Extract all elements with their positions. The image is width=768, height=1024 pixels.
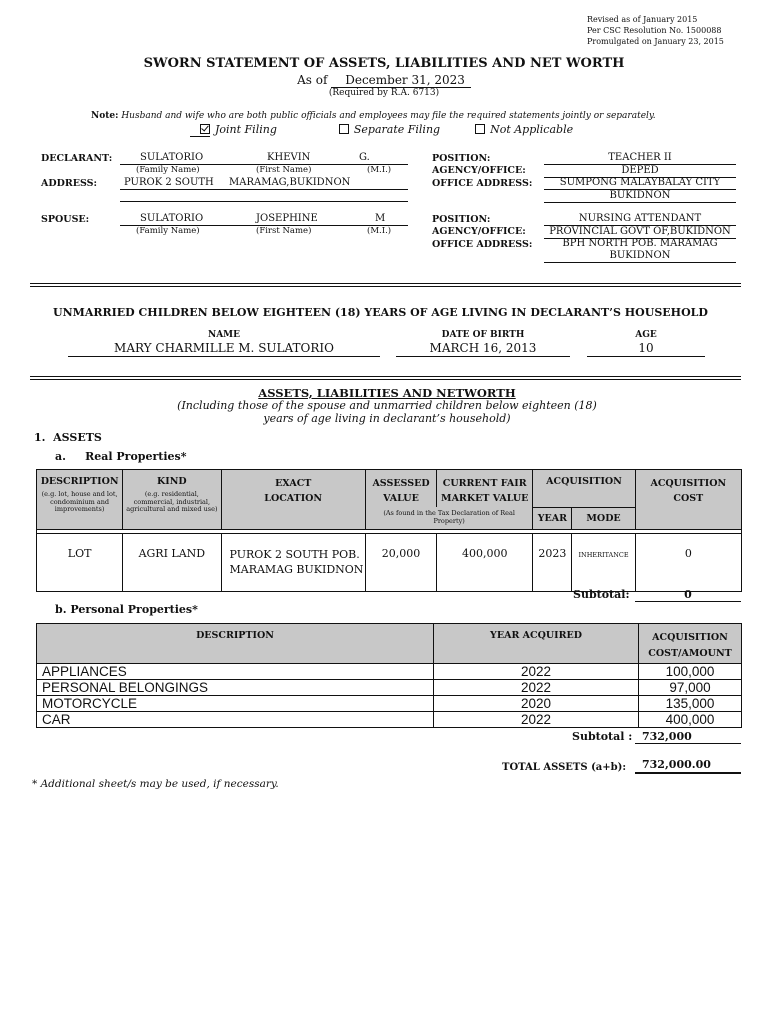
- address-label: ADDRESS:: [41, 178, 98, 189]
- not-applicable-option[interactable]: [475, 123, 573, 136]
- personal-year: 2022: [434, 712, 639, 728]
- personal-year: 2022: [434, 680, 639, 696]
- spouse-office1: BPH NORTH POB. MARAMAG: [562, 238, 718, 249]
- not-applicable-label: Not Applicable: [490, 123, 574, 136]
- as-of-date: December 31, 2023: [331, 73, 471, 88]
- note-label: Note:: [91, 111, 119, 121]
- personal-subtotal: 732,000: [635, 730, 741, 744]
- personal-header-description: DESCRIPTION: [37, 624, 434, 664]
- total-assets-label: TOTAL ASSETS (a+b):: [502, 762, 627, 773]
- personal-header-year: YEAR ACQUIRED: [434, 624, 639, 664]
- child-age-header: AGE: [635, 330, 657, 340]
- header-location-line2: LOCATION: [264, 493, 323, 504]
- promulgated-line: Promulgated on January 23, 2015: [587, 37, 724, 46]
- header-assessed-line2: VALUE: [383, 493, 419, 504]
- real-kind: AGRI LAND: [123, 533, 221, 591]
- declarant-label: DECLARANT:: [41, 153, 113, 164]
- header-fair-line1: CURRENT FAIR: [442, 478, 527, 489]
- mi-caption: (M.I.): [367, 165, 392, 175]
- spouse-office-line: [544, 262, 736, 263]
- as-of-line: [0, 73, 768, 88]
- personal-cost: 135,000: [639, 696, 742, 712]
- children-heading: UNMARRIED CHILDREN BELOW EIGHTEEN (18) YEARS OF AGE LIVING IN DECLARANT’S HOUSEHOLD: [53, 306, 708, 319]
- personal-year: 2020: [434, 696, 639, 712]
- spouse-position-label: POSITION:: [432, 214, 491, 225]
- spouse-label: SPOUSE:: [41, 214, 90, 225]
- spouse-first-name: JOSEPHINE: [256, 213, 318, 224]
- header-kind-sub: (e.g. residential, commercial, industrial, agricultural and mixed use): [126, 490, 218, 513]
- spouse-office2: BUKIDNON: [609, 250, 671, 261]
- declarant-family-name: SULATORIO: [140, 152, 204, 163]
- spouse-office-label: OFFICE ADDRESS:: [432, 239, 533, 250]
- real-subtotal: 0: [635, 588, 741, 602]
- personal-header-cost-line2: COST/AMOUNT: [648, 648, 732, 659]
- header-tax-note: [365, 507, 532, 529]
- note-text: Husband and wife who are both public officials and employees may file the required statements jointly or separately.: [121, 111, 656, 121]
- note: [91, 111, 656, 121]
- header-fair-value: [437, 470, 533, 508]
- child-name: MARY CHARMILLE M. SULATORIO: [114, 341, 334, 355]
- header-mode: MODE: [572, 507, 635, 529]
- total-assets: 732,000.00: [635, 758, 741, 774]
- assets-subheading-2: years of age living in declarant’s household): [263, 412, 511, 425]
- personal-desc: PERSONAL BELONGINGS: [37, 680, 434, 696]
- declarant-position: TEACHER II: [608, 152, 672, 163]
- header-assessed: [365, 470, 436, 508]
- personal-year: 2022: [434, 664, 639, 680]
- filing-options: [200, 123, 573, 136]
- real-desc: LOT: [37, 533, 123, 591]
- header-assessed-line1: ASSESSED: [372, 478, 430, 489]
- revision-line: Revised as of January 2015: [587, 15, 698, 24]
- table-row: [37, 533, 742, 591]
- spouse-agency-label: AGENCY/OFFICE:: [432, 226, 526, 237]
- footnote: * Additional sheet/s may be used, if necessary.: [32, 778, 279, 790]
- checkbox-icon[interactable]: [475, 124, 485, 134]
- child-age-line: [587, 356, 705, 357]
- address-line-2: [120, 201, 408, 202]
- real-assessed: 20,000: [365, 533, 436, 591]
- page-title: SWORN STATEMENT OF ASSETS, LIABILITIES AND NET WORTH: [143, 56, 625, 71]
- real-mode: INHERITANCE: [572, 533, 635, 591]
- declarant-office2: BUKIDNON: [609, 190, 671, 201]
- declarant-first-name: KHEVIN: [267, 152, 311, 163]
- real-properties-label: a. Real Properties*: [55, 450, 187, 463]
- resolution-line: Per CSC Resolution No. 1500088: [587, 26, 722, 35]
- real-properties-table: [36, 469, 742, 592]
- header-year: YEAR: [533, 507, 572, 529]
- revision-note: [587, 14, 724, 47]
- table-row: [37, 696, 742, 712]
- assets-subheading-1: (Including those of the spouse and unmarried children below eighteen (18): [177, 399, 597, 412]
- child-age: 10: [638, 341, 654, 355]
- header-cost-line2: COST: [673, 493, 704, 504]
- real-fair-value: 400,000: [437, 533, 533, 591]
- separate-filing-option[interactable]: [339, 123, 440, 136]
- header-location: [221, 470, 365, 530]
- header-acquisition: ACQUISITION: [533, 470, 635, 508]
- personal-desc: CAR: [37, 712, 434, 728]
- spouse-family-name: SULATORIO: [140, 213, 204, 224]
- header-fair-line2: MARKET VALUE: [441, 493, 529, 504]
- declarant-office1: SUMPONG MALAYBALAY CITY: [559, 177, 721, 188]
- real-cost: 0: [635, 533, 741, 591]
- spouse-position: NURSING ATTENDANT: [578, 213, 702, 224]
- real-subtotal-label: Subtotal:: [573, 588, 630, 601]
- office-address-label: OFFICE ADDRESS:: [432, 178, 533, 189]
- header-kind: [123, 470, 221, 530]
- personal-cost: 100,000: [639, 664, 742, 680]
- header-description-label: DESCRIPTION: [40, 476, 119, 487]
- header-location-line1: EXACT: [275, 478, 312, 489]
- agency-label: AGENCY/OFFICE:: [432, 165, 526, 176]
- header-acq-cost: [635, 470, 741, 530]
- personal-desc: MOTORCYCLE: [37, 696, 434, 712]
- family-name-caption: (Family Name): [136, 226, 200, 236]
- personal-properties-label: b. Personal Properties*: [55, 603, 198, 616]
- section-divider: [30, 283, 741, 287]
- header-description-sub: (e.g. lot, house and lot, condominium and improvements): [41, 490, 118, 513]
- real-location-line1: PUROK 2 SOUTH POB.: [229, 547, 360, 561]
- joint-filing-option[interactable]: [200, 123, 277, 136]
- required-note: (Required by R.A. 6713): [328, 88, 440, 98]
- real-location-line2: MARAMAG BUKIDNON: [229, 562, 364, 576]
- section-divider: [30, 376, 741, 380]
- joint-filing-label: Joint Filing: [215, 123, 277, 136]
- child-dob: MARCH 16, 2013: [429, 341, 537, 355]
- child-dob-line: [396, 356, 570, 357]
- table-row: [37, 680, 742, 696]
- assets-heading: ASSETS, LIABILITIES AND NETWORTH: [258, 386, 516, 400]
- personal-subtotal-label: Subtotal :: [572, 730, 633, 743]
- declarant-agency: DEPED: [621, 165, 659, 176]
- personal-header-cost-line1: ACQUISITION: [652, 632, 728, 643]
- address-line: [120, 189, 408, 190]
- position-label: POSITION:: [432, 153, 491, 164]
- checkbox-icon[interactable]: [339, 124, 349, 134]
- spouse-agency: PROVINCIAL GOVT OF,BUKIDNON: [549, 226, 731, 237]
- separate-filing-label: Separate Filing: [353, 123, 441, 136]
- header-description: [37, 470, 123, 530]
- child-dob-header: DATE OF BIRTH: [441, 330, 525, 340]
- header-cost-line1: ACQUISITION: [650, 478, 727, 489]
- declarant-mi: G.: [359, 152, 370, 163]
- address-line1: PUROK 2 SOUTH: [124, 177, 214, 188]
- spouse-mi: M: [375, 213, 386, 224]
- child-name-line: [68, 356, 380, 357]
- office-line-2: [544, 202, 736, 203]
- joint-filing-underline: [190, 136, 210, 137]
- table-row: [37, 712, 742, 728]
- first-name-caption: (First Name): [256, 165, 312, 175]
- personal-cost: 400,000: [639, 712, 742, 728]
- personal-cost: 97,000: [639, 680, 742, 696]
- as-of-label: As of: [297, 73, 328, 87]
- table-row: [37, 664, 742, 680]
- header-kind-label: KIND: [157, 476, 187, 487]
- mi-caption: (M.I.): [367, 226, 392, 236]
- personal-properties-table: [36, 623, 742, 728]
- real-year: 2023: [533, 533, 572, 591]
- checkbox-checked-icon[interactable]: [200, 124, 210, 134]
- personal-header-cost: [639, 624, 742, 664]
- first-name-caption: (First Name): [256, 226, 312, 236]
- personal-desc: APPLIANCES: [37, 664, 434, 680]
- address-line2: MARAMAG,BUKIDNON: [229, 177, 351, 188]
- assets-label: 1. ASSETS: [34, 431, 102, 444]
- real-location: [221, 533, 365, 591]
- header-tax-note-text: (As found in the Tax Declaration of Real Property): [383, 509, 515, 525]
- family-name-caption: (Family Name): [136, 165, 200, 175]
- child-name-header: NAME: [207, 330, 241, 340]
